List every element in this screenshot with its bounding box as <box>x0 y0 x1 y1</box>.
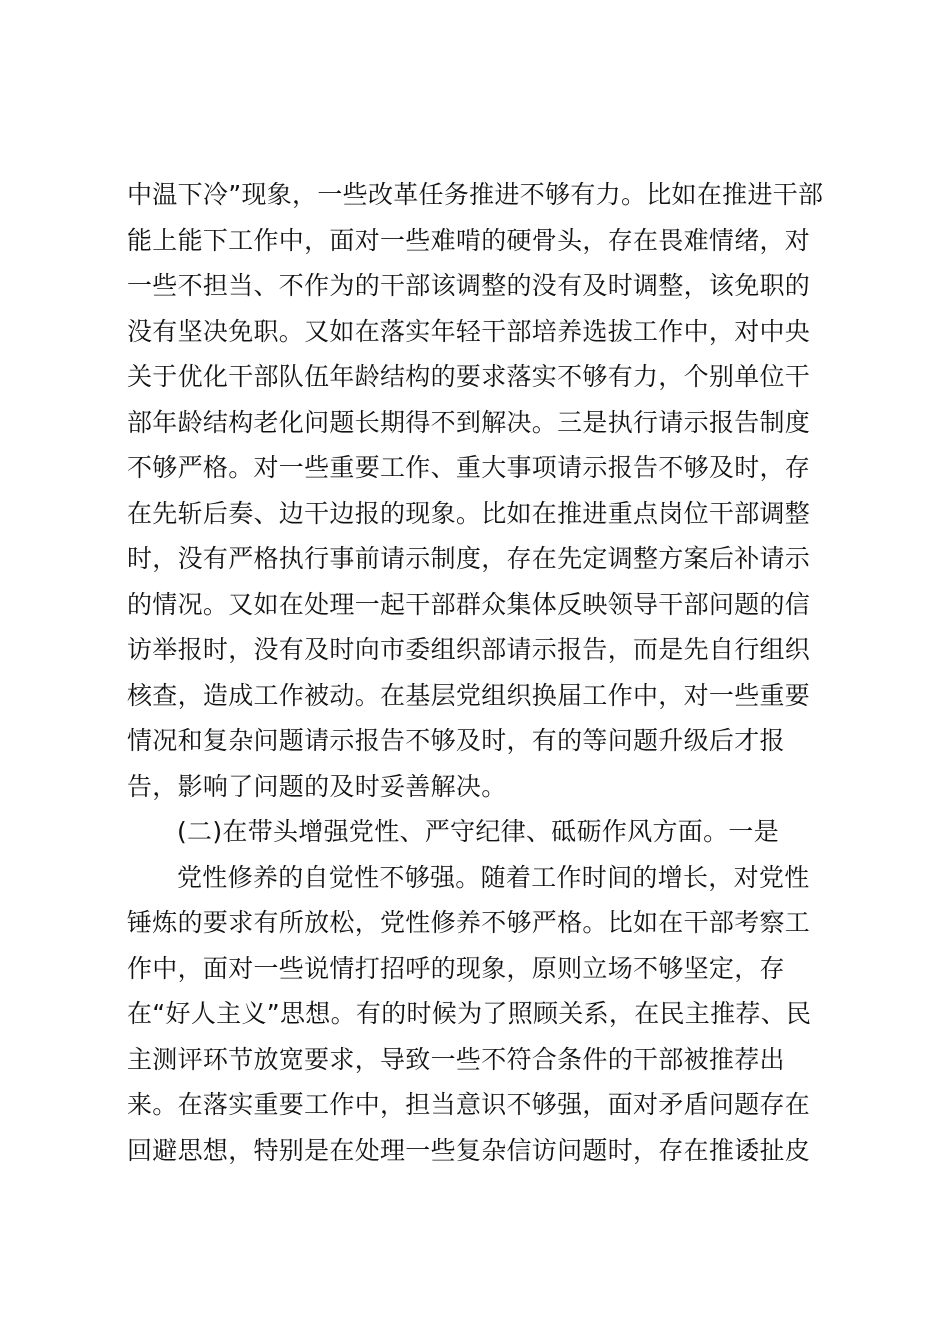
text-line: 不够严格。对一些重要工作、重大事项请示报告不够及时，存 <box>127 453 811 482</box>
text-line: 核查，造成工作被动。在基层党组织换届工作中，对一些重要 <box>127 680 811 710</box>
section-heading-line: (二)在带头增强党性、严守纪律、砥砺作风方面。一是 <box>177 817 780 846</box>
text-line: 部年龄结构老化问题长期得不到解决。三是执行请示报告制度 <box>127 407 811 437</box>
text-line: 的情况。又如在处理一起干部群众集体反映领导干部问题的信 <box>127 589 811 619</box>
text-line: 在先斩后奏、边干边报的现象。比如在推进重点岗位干部调整 <box>127 498 811 528</box>
body-text <box>127 172 847 1173</box>
text-line: 回避思想，特别是在处理一些复杂信访问题时，存在推诿扯皮 <box>127 1135 811 1165</box>
text-line: 没有坚决免职。又如在落实年轻干部培养选拔工作中，对中央 <box>127 316 811 346</box>
text-line: 情况和复杂问题请示报告不够及时，有的等问题升级后才报 <box>127 726 785 755</box>
text-line: 在“好人主义”思想。有的时候为了照顾关系，在民主推荐、民 <box>127 999 812 1028</box>
text-line: 访举报时，没有及时向市委组织部请示报告，而是先自行组织 <box>127 635 811 664</box>
text-line: 党性修养的自觉性不够强。随着工作时间的增长，对党性 <box>177 862 810 892</box>
text-line: 能上能下工作中，面对一些难啃的硬骨头，存在畏难情绪，对 <box>127 225 811 255</box>
text-line: 作中，面对一些说情打招呼的现象，原则立场不够坚定，存 <box>127 953 785 983</box>
text-line: 时，没有严格执行事前请示制度，存在先定调整方案后补请示 <box>127 544 811 573</box>
text-line: 关于优化干部队伍年龄结构的要求落实不够有力，个别单位干 <box>127 362 811 391</box>
text-line: 锤炼的要求有所放松，党性修养不够严格。比如在干部考察工 <box>127 908 811 937</box>
text-line: 主测评环节放宽要求，导致一些不符合条件的干部被推荐出 <box>127 1044 785 1074</box>
text-line: 来。在落实重要工作中，担当意识不够强，面对矛盾问题存在 <box>127 1090 811 1119</box>
text-line: 告，影响了问题的及时妥善解决。 <box>127 771 507 801</box>
text-line: 中温下冷”现象，一些改革任务推进不够有力。比如在推进干部 <box>127 180 824 209</box>
text-line: 一些不担当、不作为的干部该调整的没有及时调整，该免职的 <box>127 271 811 300</box>
